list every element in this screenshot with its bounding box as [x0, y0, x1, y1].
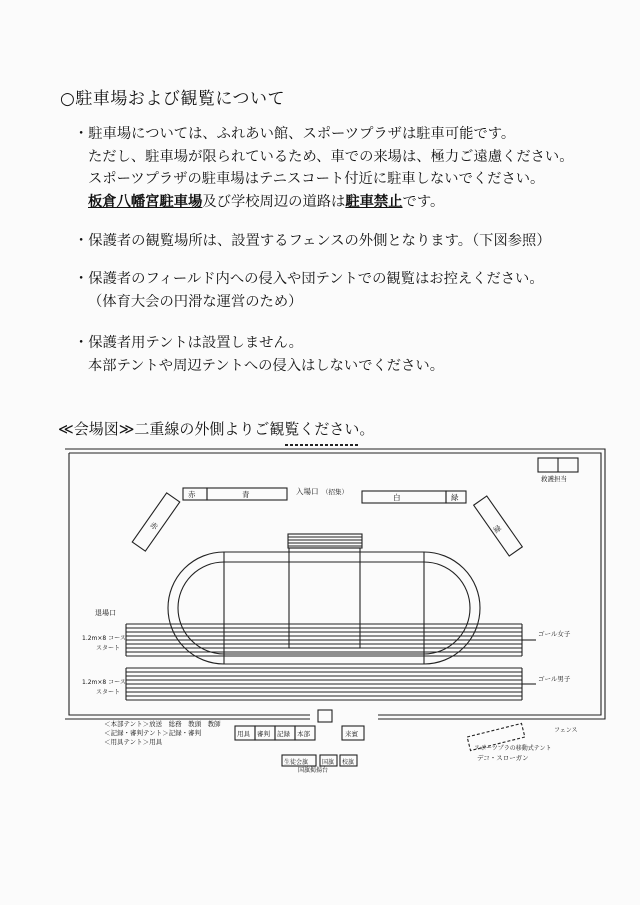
field-line-1: ・保護者のフィールド内への侵入や団テントでの観覧はお控えください。 [74, 271, 544, 287]
label-honbu: 本部 [297, 730, 310, 738]
label-deco: デコ・スローガン [477, 754, 529, 762]
label-keiyou: 国旗掲揚台 [298, 767, 329, 774]
course-lanes-b [126, 668, 522, 700]
label-fence: フェンス [554, 727, 578, 734]
page-title: ○駐車場および観覧について [60, 89, 285, 109]
label-yougu: 用具 [237, 730, 250, 738]
label-seito: 生徒会旗 [284, 759, 309, 766]
itakura-parking-text: 板倉八幡宮駐車場 [88, 193, 203, 210]
label-rescue: 救護担当 [541, 475, 567, 483]
label-midori-side: 緑 [491, 523, 503, 535]
field-line-2: （体育大会の円滑な運営のため） [88, 293, 303, 310]
label-course-a1: 1.2m×8 コース [82, 635, 126, 642]
small-box [318, 710, 332, 722]
label-entrance: 入場口 [296, 487, 319, 496]
label-kokki: 国旗 [322, 759, 335, 766]
label-goal-girls: ゴール女子 [538, 630, 571, 638]
label-goal-boys: ゴール男子 [538, 675, 571, 683]
label-kiroku: 記録 [277, 730, 290, 738]
parking-line-3: スポーツプラザの駐車場はテニスコート付近に駐車しないでください。 [88, 171, 545, 187]
legend-line-2: ＜記録・審判テント＞記録・審判 [104, 729, 202, 737]
tent-line-2: 本部テントや周辺テントへの侵入はしないでください。 [88, 357, 444, 374]
label-raihin: 来賓 [345, 730, 358, 738]
viewing-line-1: ・保護者の観覧場所は、設置するフェンスの外側となります。（下図参照） [74, 233, 551, 249]
label-course-a2: スタート [96, 645, 121, 652]
label-course-b2: スタート [96, 689, 121, 696]
parking-line-2: ただし、駐車場が限られているため、車での来場は、極力ご遠慮ください。 [88, 148, 574, 165]
legend-line-1: ＜本部テント＞放送 総務 教頭 教師 [104, 720, 221, 728]
map-caption: ≪会場図≫二重線の外側よりご観覧ください。 [58, 420, 375, 438]
parking-line-1: ・駐車場については、ふれあい館、スポーツプラザは駐車可能です。 [74, 126, 516, 142]
label-mobile-tent: スポーツプラの移動式テント [474, 745, 552, 752]
label-aka-top: 赤 [188, 490, 196, 499]
track-outline [168, 552, 480, 664]
label-shiro: 白 [393, 493, 401, 502]
desu-text: です。 [402, 193, 445, 210]
label-aka-side: 赤 [148, 520, 160, 532]
stage-stairs [288, 534, 362, 548]
no-parking-text: 駐車禁止 [345, 193, 403, 210]
label-ao: 青 [242, 490, 250, 499]
center-box [289, 548, 360, 648]
legend-line-3: ＜用具テント＞用具 [104, 738, 163, 746]
label-midori-top: 緑 [451, 493, 459, 502]
label-course-b1: 1.2m×8 コース [82, 679, 126, 686]
course-lanes-a [126, 624, 522, 656]
label-assembly: （招集） [322, 488, 348, 496]
tent-line-1: ・保護者用テントは設置しません。 [74, 335, 303, 351]
label-shinpan: 審判 [257, 730, 270, 738]
road-text: 及び学校周辺の道路は [202, 193, 346, 210]
label-exit: 退場口 [95, 609, 116, 617]
tent-shiro [362, 491, 446, 503]
label-kouki: 校旗 [342, 759, 355, 766]
